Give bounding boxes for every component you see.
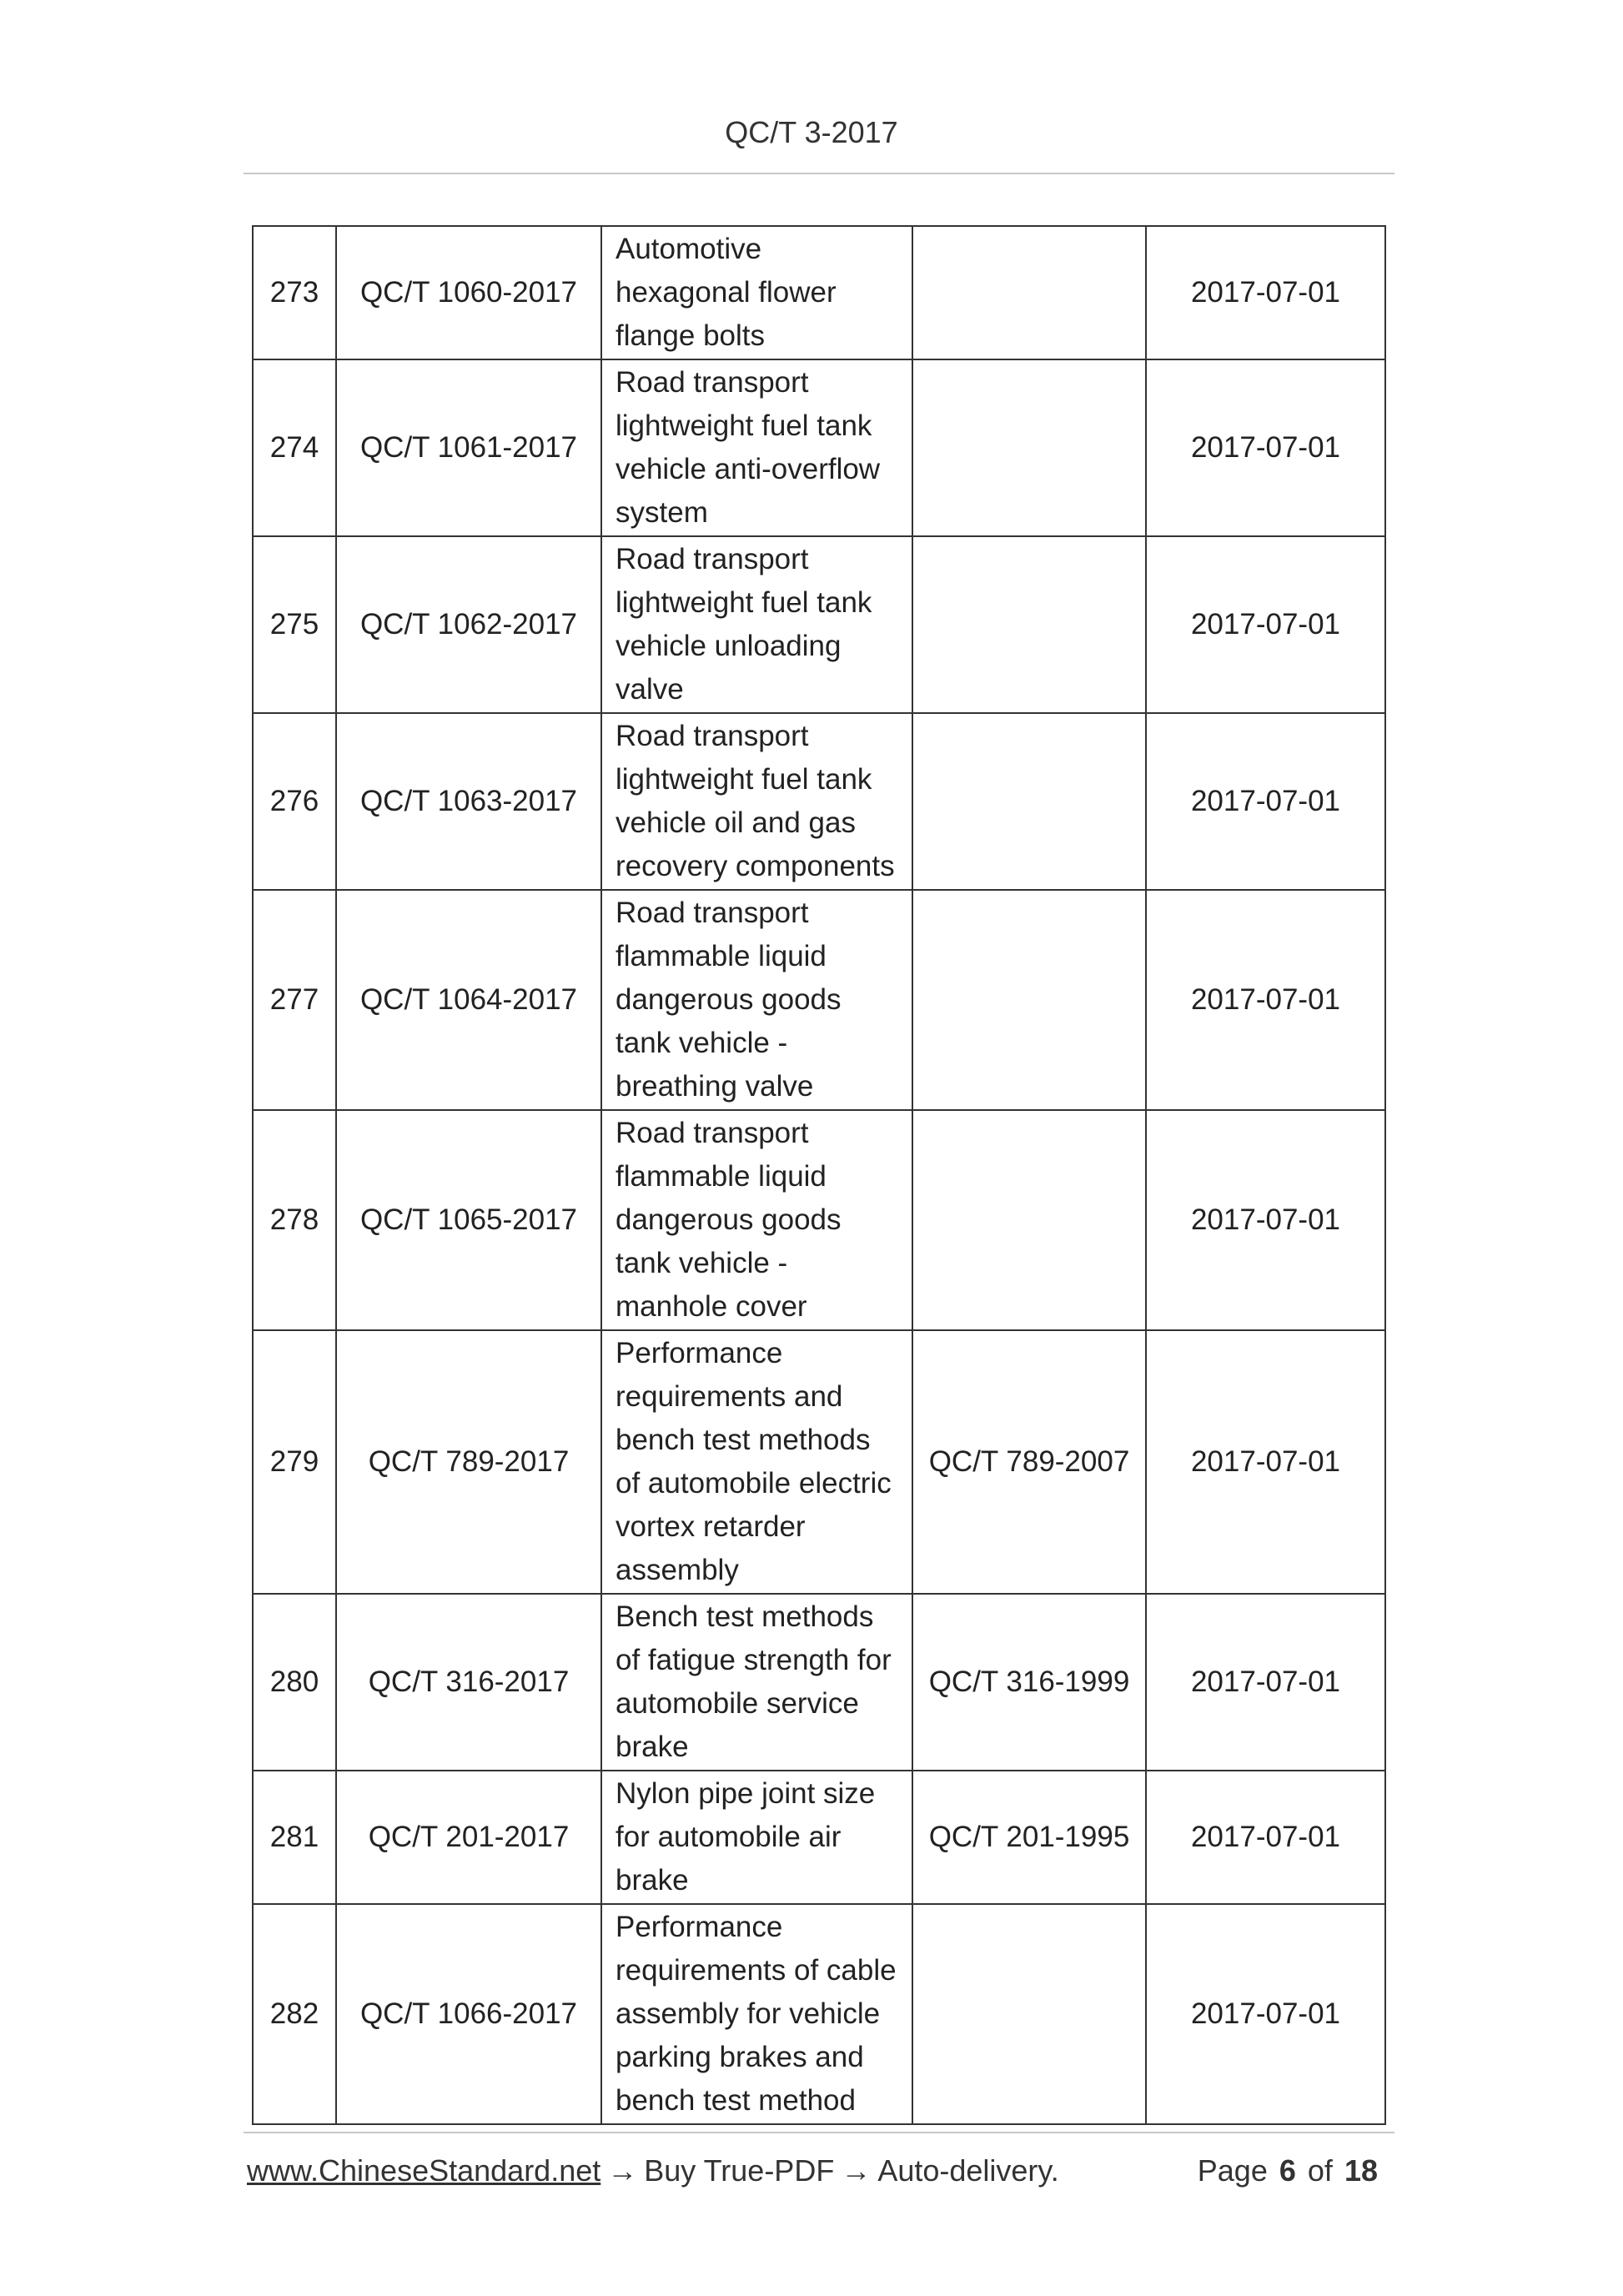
replaced-standard-cell (912, 713, 1146, 890)
row-number-cell: 278 (253, 1110, 336, 1330)
page-footer (247, 2153, 1378, 2188)
standard-title-line: vehicle anti-overflow (616, 453, 881, 485)
replaced-standard-cell (912, 1110, 1146, 1330)
implementation-date-cell: 2017-07-01 (1146, 1904, 1385, 2124)
implementation-date-cell: 2017-07-01 (1146, 890, 1385, 1110)
table-row (253, 1330, 1385, 1594)
standards-table (252, 225, 1386, 2125)
standard-code-cell: QC/T 789-2017 (336, 1330, 601, 1594)
standard-title-cell (601, 1771, 912, 1904)
arrow-right-icon: → (841, 2153, 872, 2188)
standard-title-line: requirements and (616, 1380, 843, 1413)
page-indicator (1194, 2153, 1378, 2188)
standard-code-cell: QC/T 1061-2017 (336, 359, 601, 536)
site-link[interactable]: www.ChineseStandard.net (247, 2153, 601, 2188)
standard-title-line: Performance (616, 1337, 783, 1369)
standard-title-line: valve (616, 673, 684, 706)
buy-text: Buy True-PDF (644, 2153, 835, 2188)
replaced-standard-cell: QC/T 316-1999 (912, 1594, 1146, 1771)
standard-title-line: requirements of cable (616, 1954, 897, 1987)
standard-title-line: breathing valve (616, 1070, 814, 1103)
replaced-standard-cell (912, 359, 1146, 536)
implementation-date-cell: 2017-07-01 (1146, 1771, 1385, 1904)
row-number-cell: 277 (253, 890, 336, 1110)
standards-table-body (253, 226, 1385, 2124)
standard-title-line: bench test methods (616, 1424, 871, 1456)
page-current: 6 (1279, 2153, 1296, 2188)
table-row (253, 890, 1385, 1110)
row-number-cell: 275 (253, 536, 336, 713)
standard-code-cell: QC/T 1066-2017 (336, 1904, 601, 2124)
standard-title-line: lightweight fuel tank (616, 409, 872, 442)
standard-title-line: lightweight fuel tank (616, 586, 872, 619)
standard-title-line: vortex retarder (616, 1510, 806, 1543)
footer-divider (244, 2132, 1394, 2133)
standard-title-cell (601, 890, 912, 1110)
standard-title-line: Road transport (616, 897, 809, 929)
implementation-date-cell: 2017-07-01 (1146, 359, 1385, 536)
standard-code-cell: QC/T 201-2017 (336, 1771, 601, 1904)
standard-title-line: Road transport (616, 1117, 809, 1149)
standard-code-cell: QC/T 1062-2017 (336, 536, 601, 713)
standard-title-line: Nylon pipe joint size (616, 1777, 876, 1810)
replaced-standard-cell (912, 536, 1146, 713)
row-number-cell: 273 (253, 226, 336, 359)
replaced-standard-cell: QC/T 201-1995 (912, 1771, 1146, 1904)
standard-title-line: Road transport (616, 543, 809, 575)
standard-title-line: vehicle oil and gas (616, 806, 856, 839)
table-row (253, 1904, 1385, 2124)
header-divider (244, 173, 1394, 174)
standard-title-line: for automobile air (616, 1821, 842, 1853)
standard-title-line: brake (616, 1731, 689, 1763)
standard-title-cell (601, 1904, 912, 2124)
standard-title-line: dangerous goods (616, 1203, 842, 1236)
standard-title-line: parking brakes and (616, 2041, 864, 2073)
row-number-cell: 280 (253, 1594, 336, 1771)
standard-code-cell: QC/T 1063-2017 (336, 713, 601, 890)
implementation-date-cell: 2017-07-01 (1146, 1330, 1385, 1594)
standard-title-cell (601, 536, 912, 713)
row-number-cell: 281 (253, 1771, 336, 1904)
page-total: 18 (1344, 2153, 1378, 2188)
standard-code-cell: QC/T 1065-2017 (336, 1110, 601, 1330)
standard-title-cell (601, 1330, 912, 1594)
implementation-date-cell: 2017-07-01 (1146, 536, 1385, 713)
implementation-date-cell: 2017-07-01 (1146, 226, 1385, 359)
standard-title-line: of automobile electric (616, 1467, 892, 1500)
replaced-standard-cell (912, 1904, 1146, 2124)
table-row (253, 1110, 1385, 1330)
arrow-right-icon: → (607, 2153, 638, 2188)
standard-title-line: dangerous goods (616, 983, 842, 1016)
standard-title-line: tank vehicle - (616, 1027, 788, 1059)
row-number-cell: 279 (253, 1330, 336, 1594)
table-row (253, 536, 1385, 713)
implementation-date-cell: 2017-07-01 (1146, 1594, 1385, 1771)
standard-title-line: Performance (616, 1911, 783, 1943)
standard-title-line: Bench test methods (616, 1600, 874, 1633)
row-number-cell: 276 (253, 713, 336, 890)
table-row (253, 1594, 1385, 1771)
standard-title-cell (601, 1110, 912, 1330)
table-row (253, 1771, 1385, 1904)
standard-title-line: bench test method (616, 2084, 856, 2117)
standard-title-line: Road transport (616, 366, 809, 399)
standard-code-cell: QC/T 316-2017 (336, 1594, 601, 1771)
standard-title-line: Automotive (616, 233, 762, 265)
standard-title-line: flammable liquid (616, 1160, 827, 1193)
standard-title-line: of fatigue strength for (616, 1644, 892, 1676)
footer-promo (247, 2153, 1059, 2188)
table-row (253, 713, 1385, 890)
replaced-standard-cell: QC/T 789-2007 (912, 1330, 1146, 1594)
page-of-label: of (1307, 2153, 1333, 2188)
standard-title-line: flange bolts (616, 319, 766, 352)
page-label: Page (1197, 2153, 1268, 2188)
implementation-date-cell: 2017-07-01 (1146, 1110, 1385, 1330)
standard-title-cell (601, 1594, 912, 1771)
standard-title-line: Road transport (616, 720, 809, 752)
standard-title-line: lightweight fuel tank (616, 763, 872, 796)
standard-title-line: manhole cover (616, 1290, 807, 1323)
standard-title-line: assembly for vehicle (616, 1997, 881, 2030)
replaced-standard-cell (912, 226, 1146, 359)
delivery-text: Auto-delivery. (877, 2153, 1059, 2188)
standard-title-line: automobile service (616, 1687, 859, 1720)
row-number-cell: 282 (253, 1904, 336, 2124)
standard-title-line: tank vehicle - (616, 1247, 788, 1279)
standard-title-line: assembly (616, 1554, 739, 1586)
standard-code-cell: QC/T 1060-2017 (336, 226, 601, 359)
standard-title-line: flammable liquid (616, 940, 827, 972)
standard-title-cell (601, 359, 912, 536)
standard-title-line: hexagonal flower (616, 276, 837, 309)
page-header-title: QC/T 3-2017 (725, 115, 898, 149)
table-row (253, 359, 1385, 536)
table-row (253, 226, 1385, 359)
standard-title-cell (601, 713, 912, 890)
standard-code-cell: QC/T 1064-2017 (336, 890, 601, 1110)
standard-title-line: recovery components (616, 850, 895, 882)
standard-title-line: system (616, 496, 708, 529)
standard-title-line: brake (616, 1864, 689, 1897)
standard-title-line: vehicle unloading (616, 630, 842, 662)
replaced-standard-cell (912, 890, 1146, 1110)
implementation-date-cell: 2017-07-01 (1146, 713, 1385, 890)
row-number-cell: 274 (253, 359, 336, 536)
standard-title-cell (601, 226, 912, 359)
